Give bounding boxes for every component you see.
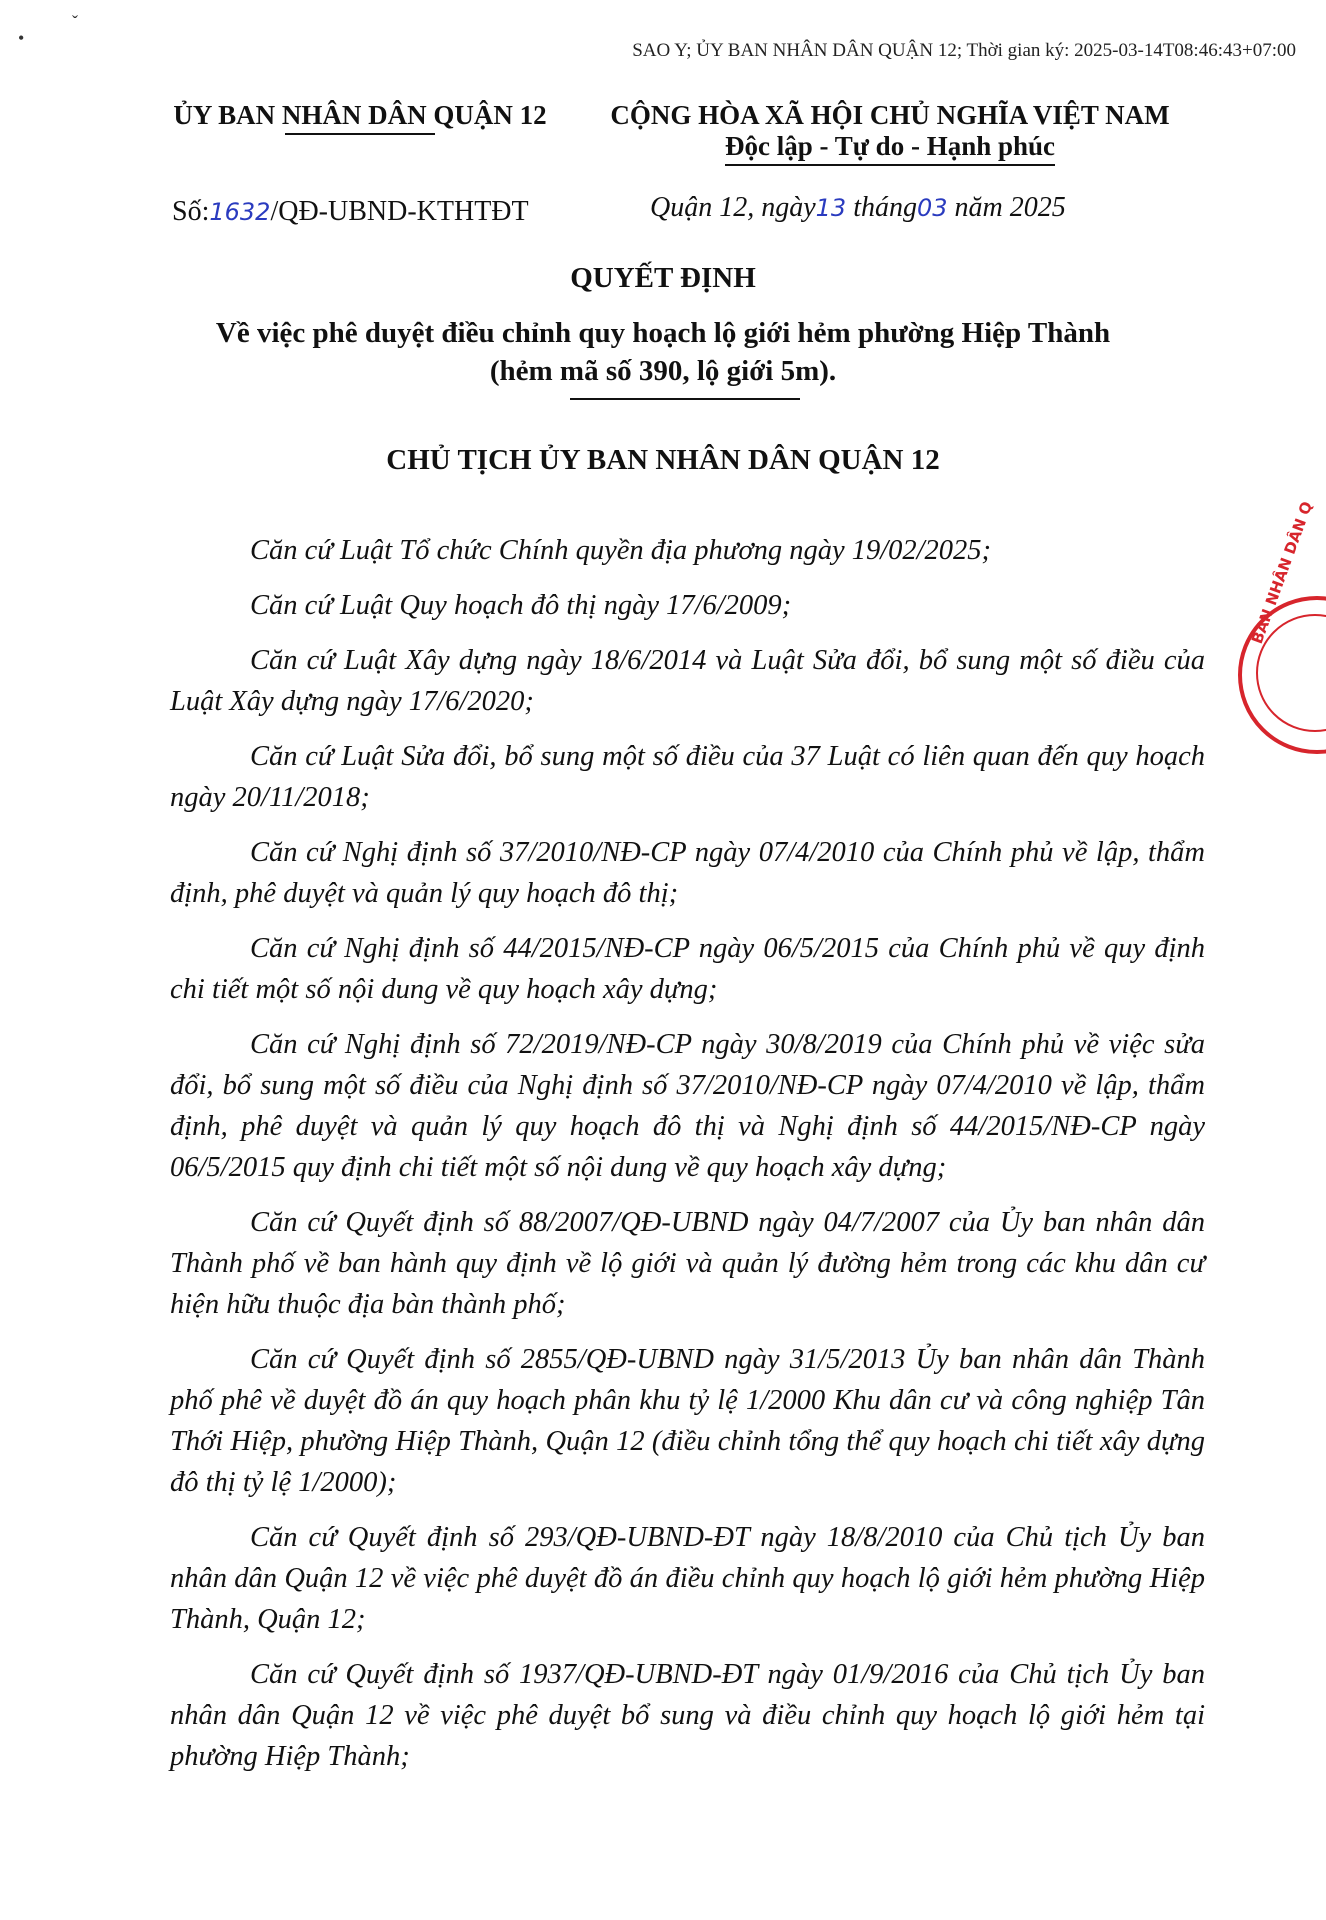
number-suffix: /QĐ-UBND-KTHTĐT bbox=[270, 196, 529, 227]
legal-basis-paragraph: Căn cứ Nghị định số 44/2015/NĐ-CP ngày 06/5/2015 của Chính phủ về quy định chi tiết một số nội dung về quy hoạch xây dựng; bbox=[170, 933, 1205, 1005]
national-header bbox=[590, 100, 1190, 166]
subtitle-line: Về việc phê duyệt điều chỉnh quy hoạch lộ giới hẻm phường Hiệp Thành bbox=[215, 317, 1111, 349]
org-underline bbox=[285, 133, 435, 135]
legal-basis-paragraph: Căn cứ Quyết định số 293/QĐ-UBND-ĐT ngày 18/8/2010 của Chủ tịch Ủy ban nhân dân Quận 12 về việc phê duyệt đồ án điều chỉnh quy hoạch lộ giới hẻm phường Hiệp Thành, Quận 12; bbox=[170, 1522, 1205, 1635]
date-month-label: tháng bbox=[853, 192, 917, 223]
document-subtitle bbox=[0, 314, 1326, 390]
scan-mark: ˇ bbox=[72, 12, 78, 32]
number-prefix: Số: bbox=[172, 196, 210, 227]
issuing-authority: CHỦ TỊCH ỦY BAN NHÂN DÂN QUẬN 12 bbox=[386, 444, 940, 476]
legal-basis-paragraph: Căn cứ Nghị định số 72/2019/NĐ-CP ngày 30/8/2019 của Chính phủ về việc sửa đổi, bổ sung một số điều của Nghị định số 37/2010/NĐ-CP ngày 07/4/2010 về lập, thẩm định, phê duyệt và quản lý quy hoạch đô thị và Nghị định số 44/2015/NĐ-CP ngày 06/5/2015 quy định chi tiết một số nội dung về quy hoạch xây dựng; bbox=[170, 1029, 1205, 1183]
issuing-organization bbox=[160, 100, 560, 135]
digital-signature-line: SAO Y; ỦY BAN NHÂN DÂN QUẬN 12; Thời gian ký: 2025-03-14T08:46:43+07:00 bbox=[632, 40, 1296, 61]
document-title: QUYẾT ĐỊNH bbox=[570, 262, 756, 294]
document-number bbox=[172, 196, 529, 228]
document-date bbox=[650, 192, 1066, 224]
handwritten-month: 03 bbox=[916, 194, 948, 222]
scan-mark: • bbox=[18, 28, 25, 48]
handwritten-day: 13 bbox=[815, 194, 847, 222]
official-seal-stamp bbox=[1238, 499, 1326, 754]
legal-basis-paragraph: Căn cứ Quyết định số 1937/QĐ-UBND-ĐT ngày 01/9/2016 của Chủ tịch Ủy ban nhân dân Quận 12 về việc phê duyệt bổ sung và điều chỉnh quy hoạch lộ giới hẻm tại phường Hiệp Thành; bbox=[170, 1659, 1205, 1772]
legal-basis-paragraph: Căn cứ Nghị định số 37/2010/NĐ-CP ngày 07/4/2010 của Chính phủ về lập, thẩm định, phê duyệt và quản lý quy hoạch đô thị; bbox=[170, 837, 1205, 909]
legal-basis-paragraph: Căn cứ Quyết định số 2855/QĐ-UBND ngày 31/5/2013 Ủy ban nhân dân Thành phố phê về duyệt đồ án quy hoạch phân khu tỷ lệ 1/2000 Khu dân cư và công nghiệp Tân Thới Hiệp, phường Hiệp Thành, Quận 12 (điều chỉnh tổng thể quy hoạch chi tiết xây dựng đô thị tỷ lệ 1/2000); bbox=[170, 1344, 1205, 1498]
subtitle-line: (hẻm mã số 390, lộ giới 5m). bbox=[489, 355, 837, 387]
country-name: CỘNG HÒA XÃ HỘI CHỦ NGHĨA VIỆT NAM bbox=[610, 100, 1170, 130]
date-year: năm 2025 bbox=[954, 192, 1066, 223]
document-body bbox=[170, 530, 1205, 1791]
seal-text: BAN NHÂN DÂN Q bbox=[1248, 499, 1317, 647]
legal-basis-paragraph: Căn cứ Luật Sửa đổi, bổ sung một số điều của 37 Luật có liên quan đến quy hoạch ngày 20/11/2018; bbox=[170, 741, 1205, 813]
legal-basis-paragraph: Căn cứ Luật Xây dựng ngày 18/6/2014 và Luật Sửa đổi, bổ sung một số điều của Luật Xây dựng ngày 17/6/2020; bbox=[170, 645, 1205, 717]
legal-basis-paragraph: Căn cứ Luật Quy hoạch đô thị ngày 17/6/2009; bbox=[250, 590, 792, 621]
legal-basis-paragraph: Căn cứ Luật Tổ chức Chính quyền địa phương ngày 19/02/2025; bbox=[250, 535, 992, 566]
national-motto: Độc lập - Tự do - Hạnh phúc bbox=[725, 131, 1055, 166]
handwritten-number: 1632 bbox=[209, 198, 271, 226]
org-name: ỦY BAN NHÂN DÂN QUẬN 12 bbox=[173, 100, 547, 130]
legal-basis-paragraph: Căn cứ Quyết định số 88/2007/QĐ-UBND ngày 04/7/2007 của Ủy ban nhân dân Thành phố về ban hành quy định về lộ giới và quản lý đường hẻm trong các khu dân cư hiện hữu thuộc địa bàn thành phố; bbox=[170, 1207, 1205, 1320]
title-divider bbox=[570, 398, 800, 400]
date-place: Quận 12, ngày bbox=[650, 192, 816, 223]
